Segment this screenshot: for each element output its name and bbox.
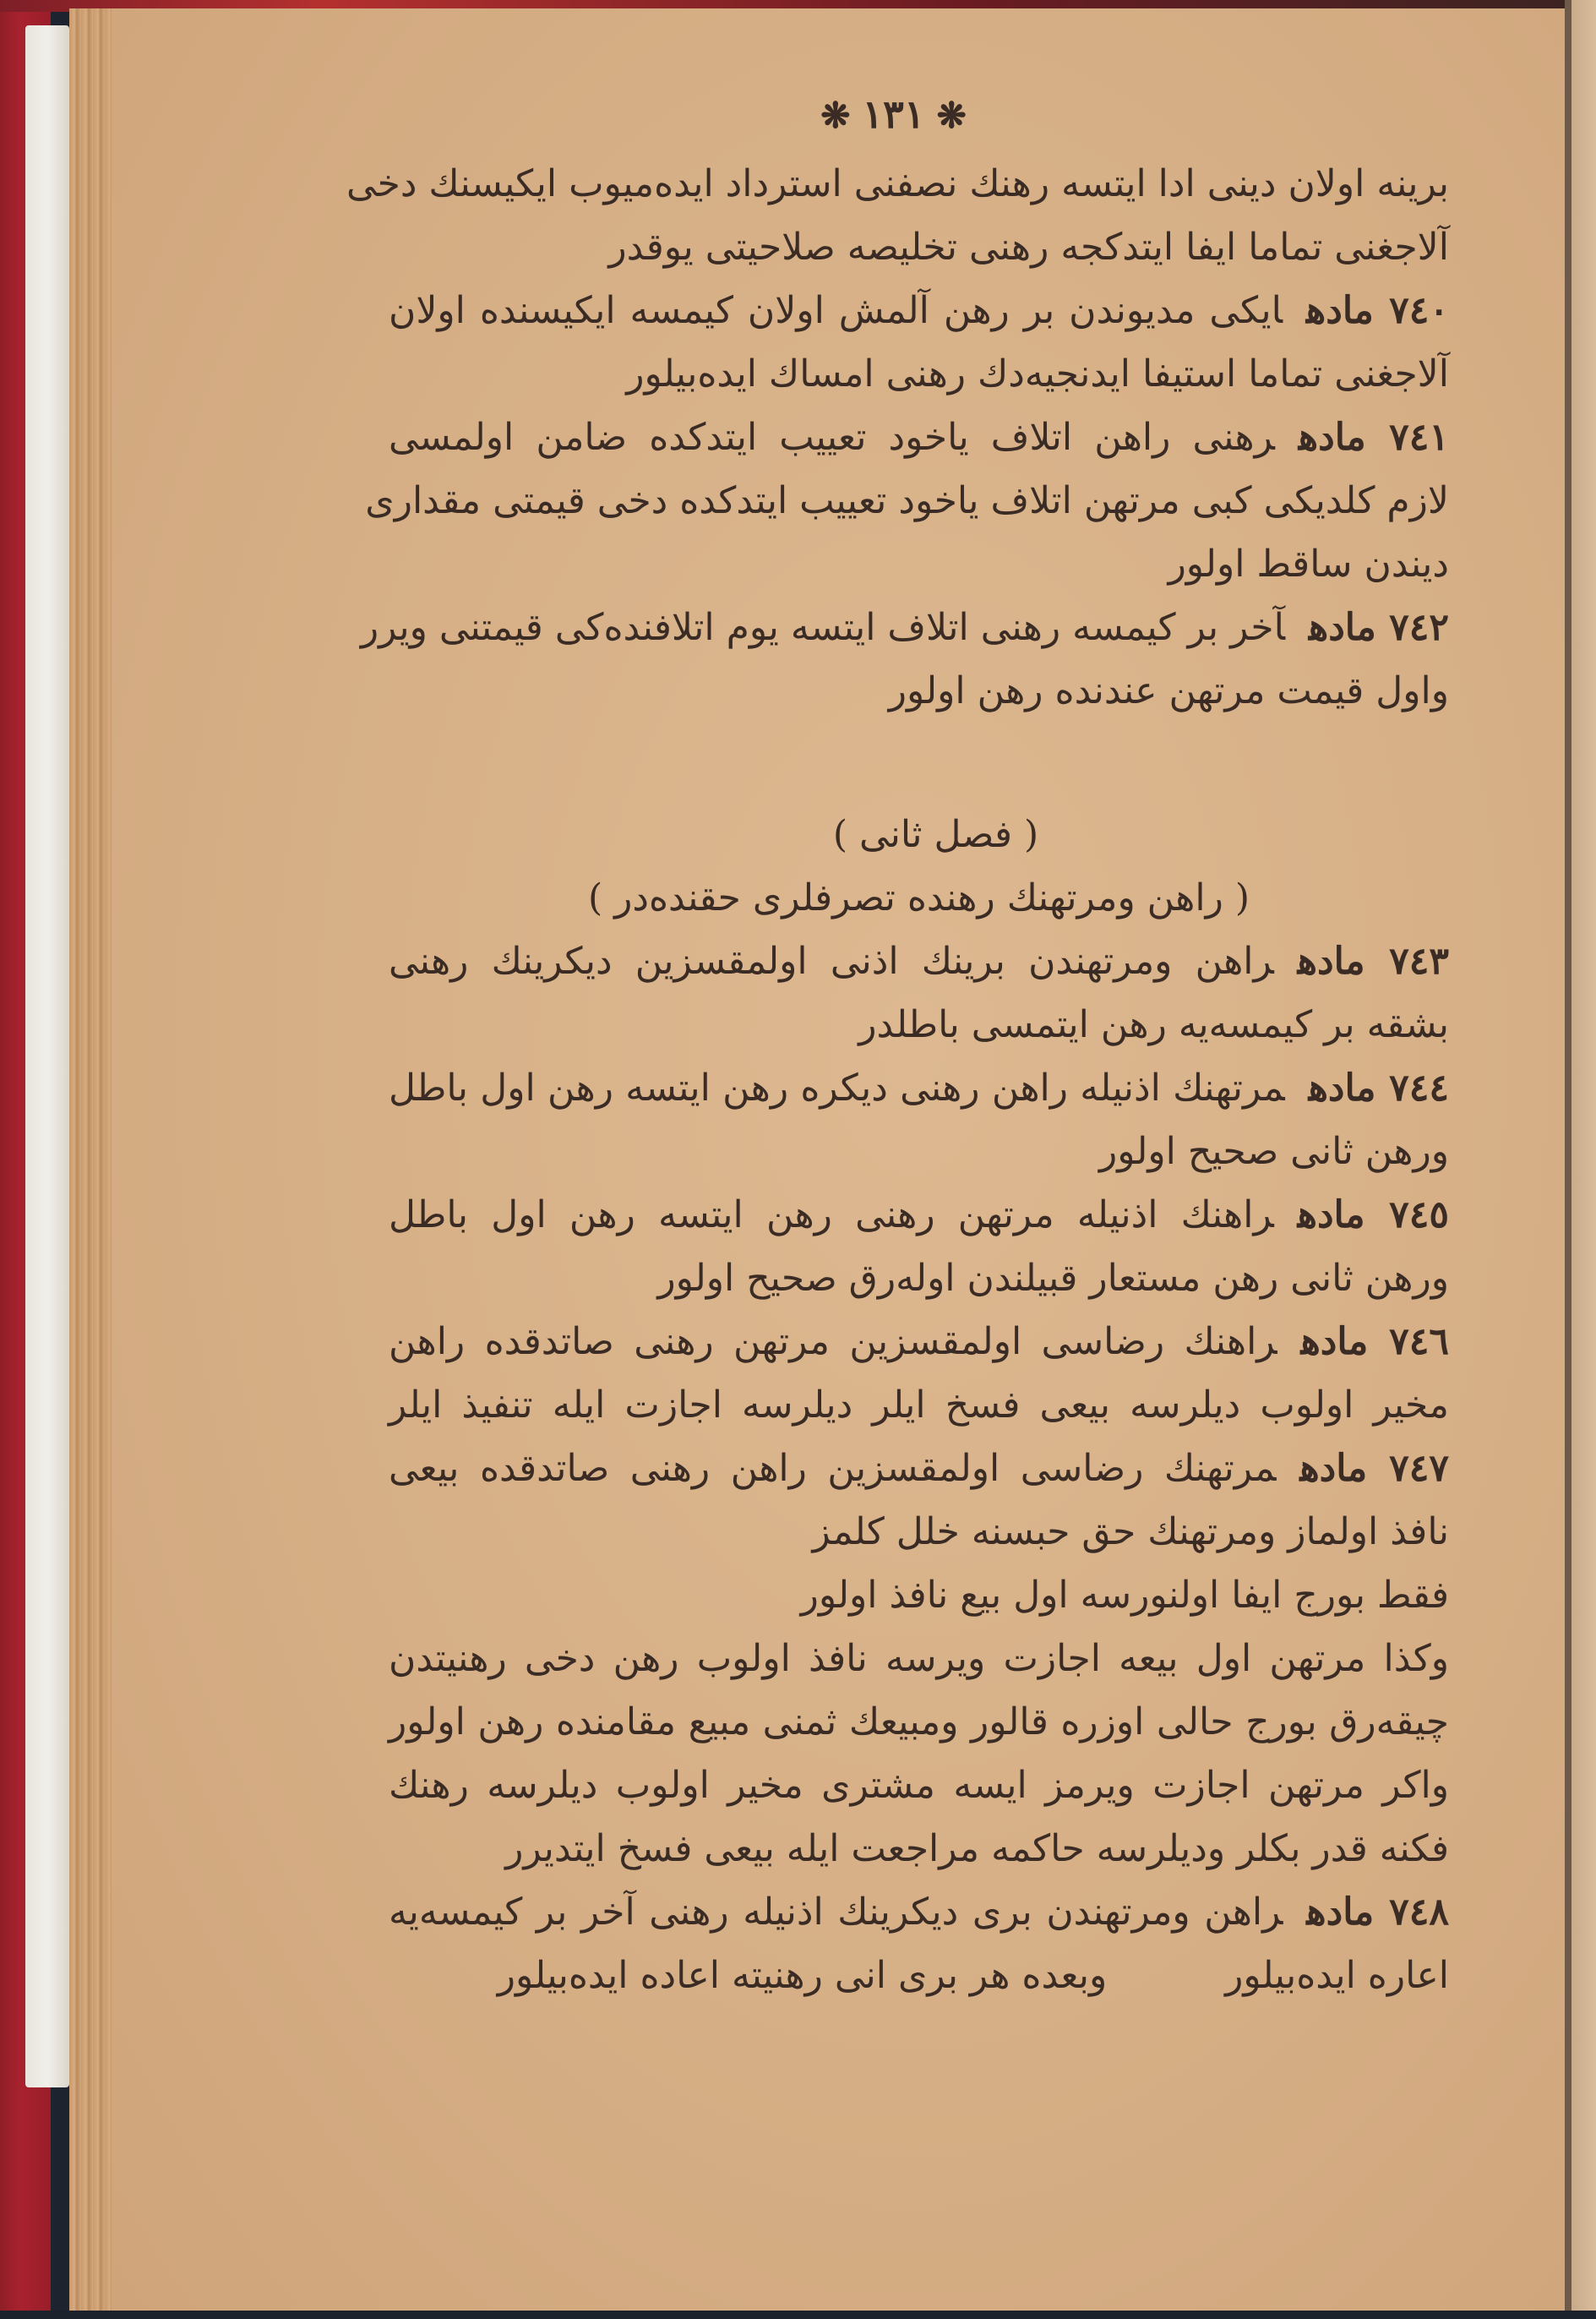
white-flyleaf: [25, 25, 69, 2087]
book-binding-bottom-edge: [0, 2311, 1596, 2319]
article-number: ٧٤٦ ماده: [1300, 1320, 1449, 1363]
text-line: مخیر اولوب دیلرسه بیعی فسخ ایلر دیلرسه اجازت ایله تنفیذ ایلر: [389, 1383, 1449, 1427]
article-number: ٧٤٣ ماده: [1297, 940, 1449, 983]
section-title: ( فصل ثانی ): [832, 813, 1039, 856]
text-line: چیقه‌رق بورج حالی اوزره قالور ومبیعك ثمنی مبیع مقامنده رهن اولور: [389, 1700, 1449, 1743]
text-line: اعاره ایده‌بیلور وبعده هر بری انی رهنیته اعاده ایده‌بیلور: [497, 1954, 1449, 1997]
text-line: رهنی راهن اتلاف یاخود تعییب ایتدکده ضامن اولمسی: [389, 416, 1275, 459]
text-line: مرتهنك اذنیله راهن رهنی دیکره رهن ایتسه رهن اول باطل: [389, 1067, 1285, 1110]
section-spacer: [389, 723, 1449, 803]
article-number: ٧٤٨ ماده: [1306, 1891, 1449, 1934]
page-number: ١٣١: [862, 91, 925, 137]
article-number: ٧٤٧ ماده: [1299, 1447, 1449, 1490]
text-line: فقط بورج ایفا اولنورسه اول بیع نافذ اولور: [800, 1574, 1449, 1617]
article-747: [389, 1437, 1449, 1500]
section-subtitle: ( راهن ومرتهنك رهنده تصرفلری حقنده‌در ): [588, 876, 1250, 919]
article-740: [389, 279, 1449, 342]
text-line: راهن ومرتهندن برینك اذنی اولمقسزین دیکرینك رهنی: [389, 940, 1274, 983]
text-line: آخر بر کیمسه رهنی اتلاف ایتسه یوم اتلافنده‌کی قیمتنی ویرر: [360, 606, 1285, 649]
text-line: واکر مرتهن اجازت ویرمز ایسه مشتری مخیر اولوب دیلرسه رهنك: [389, 1764, 1449, 1807]
article-744: [389, 1056, 1449, 1120]
page-text: [346, 76, 1450, 2007]
text-line: واول قیمت مرتهن عندنده رهن اولور: [888, 669, 1449, 712]
text-line: راهنك اذنیله مرتهن رهنی رهن ایتسه رهن اول باطل: [389, 1193, 1274, 1236]
text-line: آلاجغنی تماما ایفا ایتدکجه رهنی تخلیصه صلاحیتی یوقدر: [608, 226, 1449, 269]
text-line: برینه اولان دینی ادا ایتسه رهنك نصفنی استرداد ایده‌میوب ایکیسنك دخی: [346, 162, 1449, 205]
text-line: وکذا مرتهن اول بیعه اجازت ویرسه نافذ اولوب رهن دخی رهنیتدن: [389, 1637, 1449, 1680]
article-number: ٧٤١ ماده: [1298, 416, 1449, 459]
ornament-icon: ❋: [820, 95, 851, 136]
text-line: ورهن ثانی رهن مستعار قبیلندن اوله‌رق صحیح اولور: [657, 1257, 1449, 1300]
text-line: آلاجغنی تماما استیفا ایدنجیه‌دك رهنی امساك ایده‌بیلور: [626, 352, 1449, 396]
text-line: بشقه بر کیمسه‌یه رهن ایتمسی باطلدر: [858, 1003, 1449, 1046]
article-746: [389, 1310, 1449, 1373]
article-number: ٧٤٥ ماده: [1297, 1193, 1450, 1236]
page-right-edge-shadow: [1565, 0, 1571, 2319]
text-line: ورهن ثانی صحیح اولور: [1098, 1130, 1449, 1173]
text-line: راهن ومرتهندن بری دیکرینك اذنیله رهنی آخر بر کیمسه‌یه: [389, 1891, 1283, 1934]
article-742: [360, 596, 1449, 659]
text-line: مرتهنك رضاسی اولمقسزین راهن رهنی صاتدقده بیعی: [389, 1447, 1277, 1490]
article-741: [389, 406, 1449, 469]
article-745: [389, 1183, 1449, 1247]
article-number: ٧٤٠ ماده: [1306, 289, 1449, 332]
text-line: ایکی مدیوندن بر رهن آلمش اولان کیمسه ایکیسنده اولان: [389, 289, 1283, 332]
text-line: لازم کلدیکی کبی مرتهن اتلاف یاخود تعییب ایتدکده دخی قیمتی مقداری: [365, 479, 1449, 522]
article-743: [389, 930, 1449, 993]
ornament-icon: ❋: [936, 95, 967, 136]
text-line: فکنه قدر بکلر ودیلرسه حاکمه مراجعت ایله بیعی فسخ ایتدیرر: [505, 1827, 1449, 1870]
text-line: نافذ اولماز ومرتهنك حق حبسنه خلل کلمز: [812, 1510, 1449, 1553]
text-line: دیندن ساقط اولور: [1168, 543, 1449, 586]
article-number: ٧٤٢ ماده: [1309, 606, 1449, 649]
article-748: [389, 1880, 1449, 1944]
text-line: راهنك رضاسی اولمقسزین مرتهن رهنی صاتدقده راهن: [389, 1320, 1277, 1363]
page-number-header: [389, 76, 1398, 152]
next-page-strip: [1571, 0, 1596, 2319]
article-number: ٧٤٤ ماده: [1308, 1067, 1450, 1110]
